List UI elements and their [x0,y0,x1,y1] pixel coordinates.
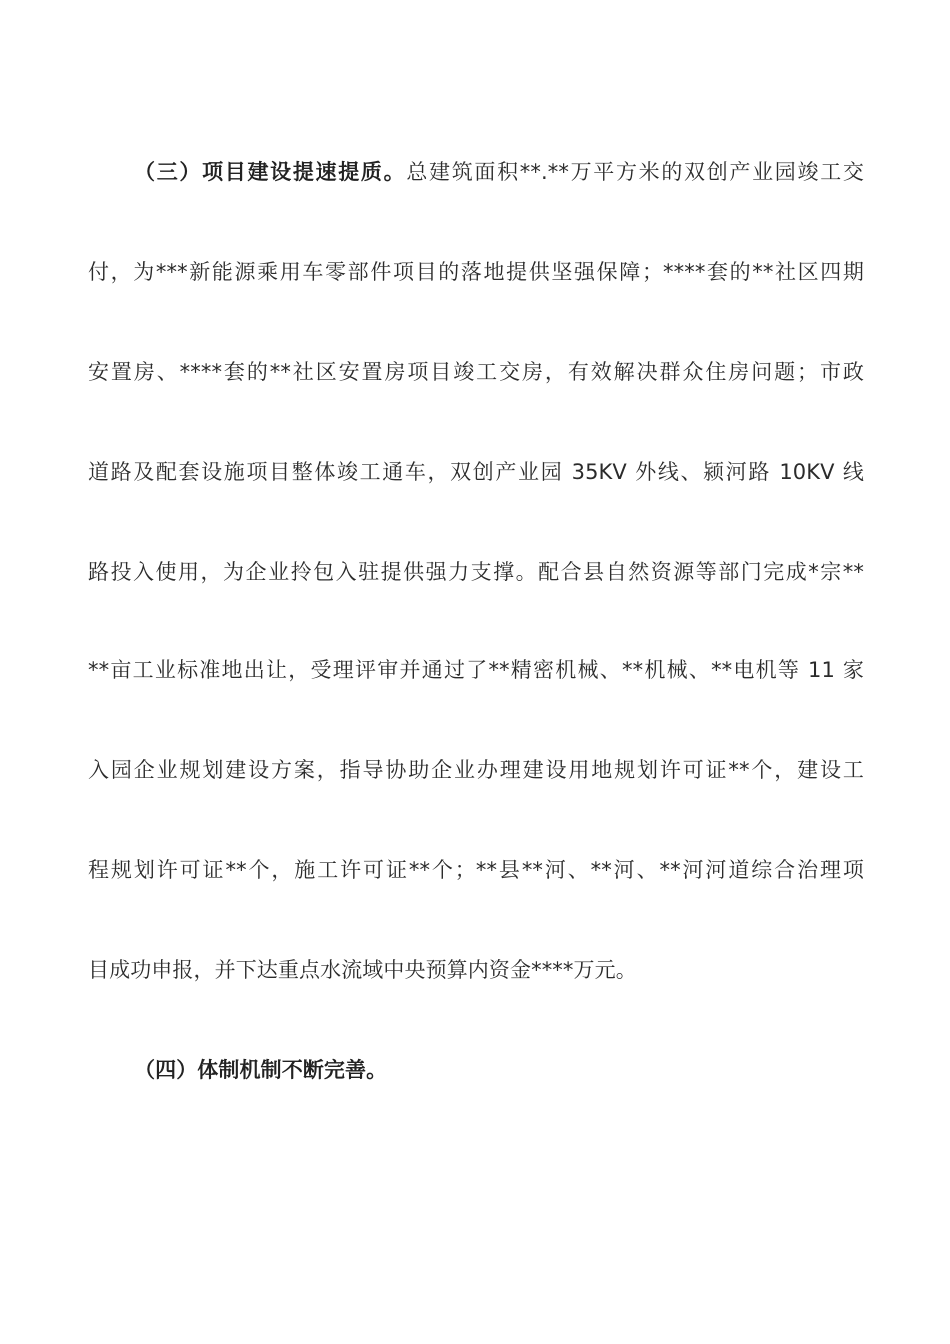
section-3-line-5: 路投入使用，为企业拎包入驻提供强力支撑。配合县自然资源等部门完成*宗** [88,560,864,584]
section-3-heading: （三）项目建设提速提质。 [134,160,407,184]
section-3-line-2: 付，为***新能源乘用车零部件项目的落地提供坚强保障；****套的**社区四期 [88,260,864,284]
section-3-line-8: 程规划许可证**个，施工许可证**个；**县**河、**河、**河河道综合治理项 [88,858,864,882]
section-3-line-1: 总建筑面积**.**万平方米的双创产业园竣工交 [406,160,864,184]
section-3-line-9: 目成功申报，并下达重点水流域中央预算内资金****万元。 [88,958,637,982]
section-4-heading: （四）体制机制不断完善。 [134,1058,388,1082]
section-3-first-line [134,157,864,187]
section-3-line-4: 道路及配套设施项目整体竣工通车，双创产业园 35KV 外线、颍河路 10KV 线 [88,460,864,484]
section-3-line-3: 安置房、****套的**社区安置房项目竣工交房，有效解决群众住房问题；市政 [88,360,864,384]
section-3-line-7: 入园企业规划建设方案，指导协助企业办理建设用地规划许可证**个，建设工 [88,758,864,782]
section-3-line-6: **亩工业标准地出让，受理评审并通过了**精密机械、**机械、**电机等 11 家 [88,658,864,682]
